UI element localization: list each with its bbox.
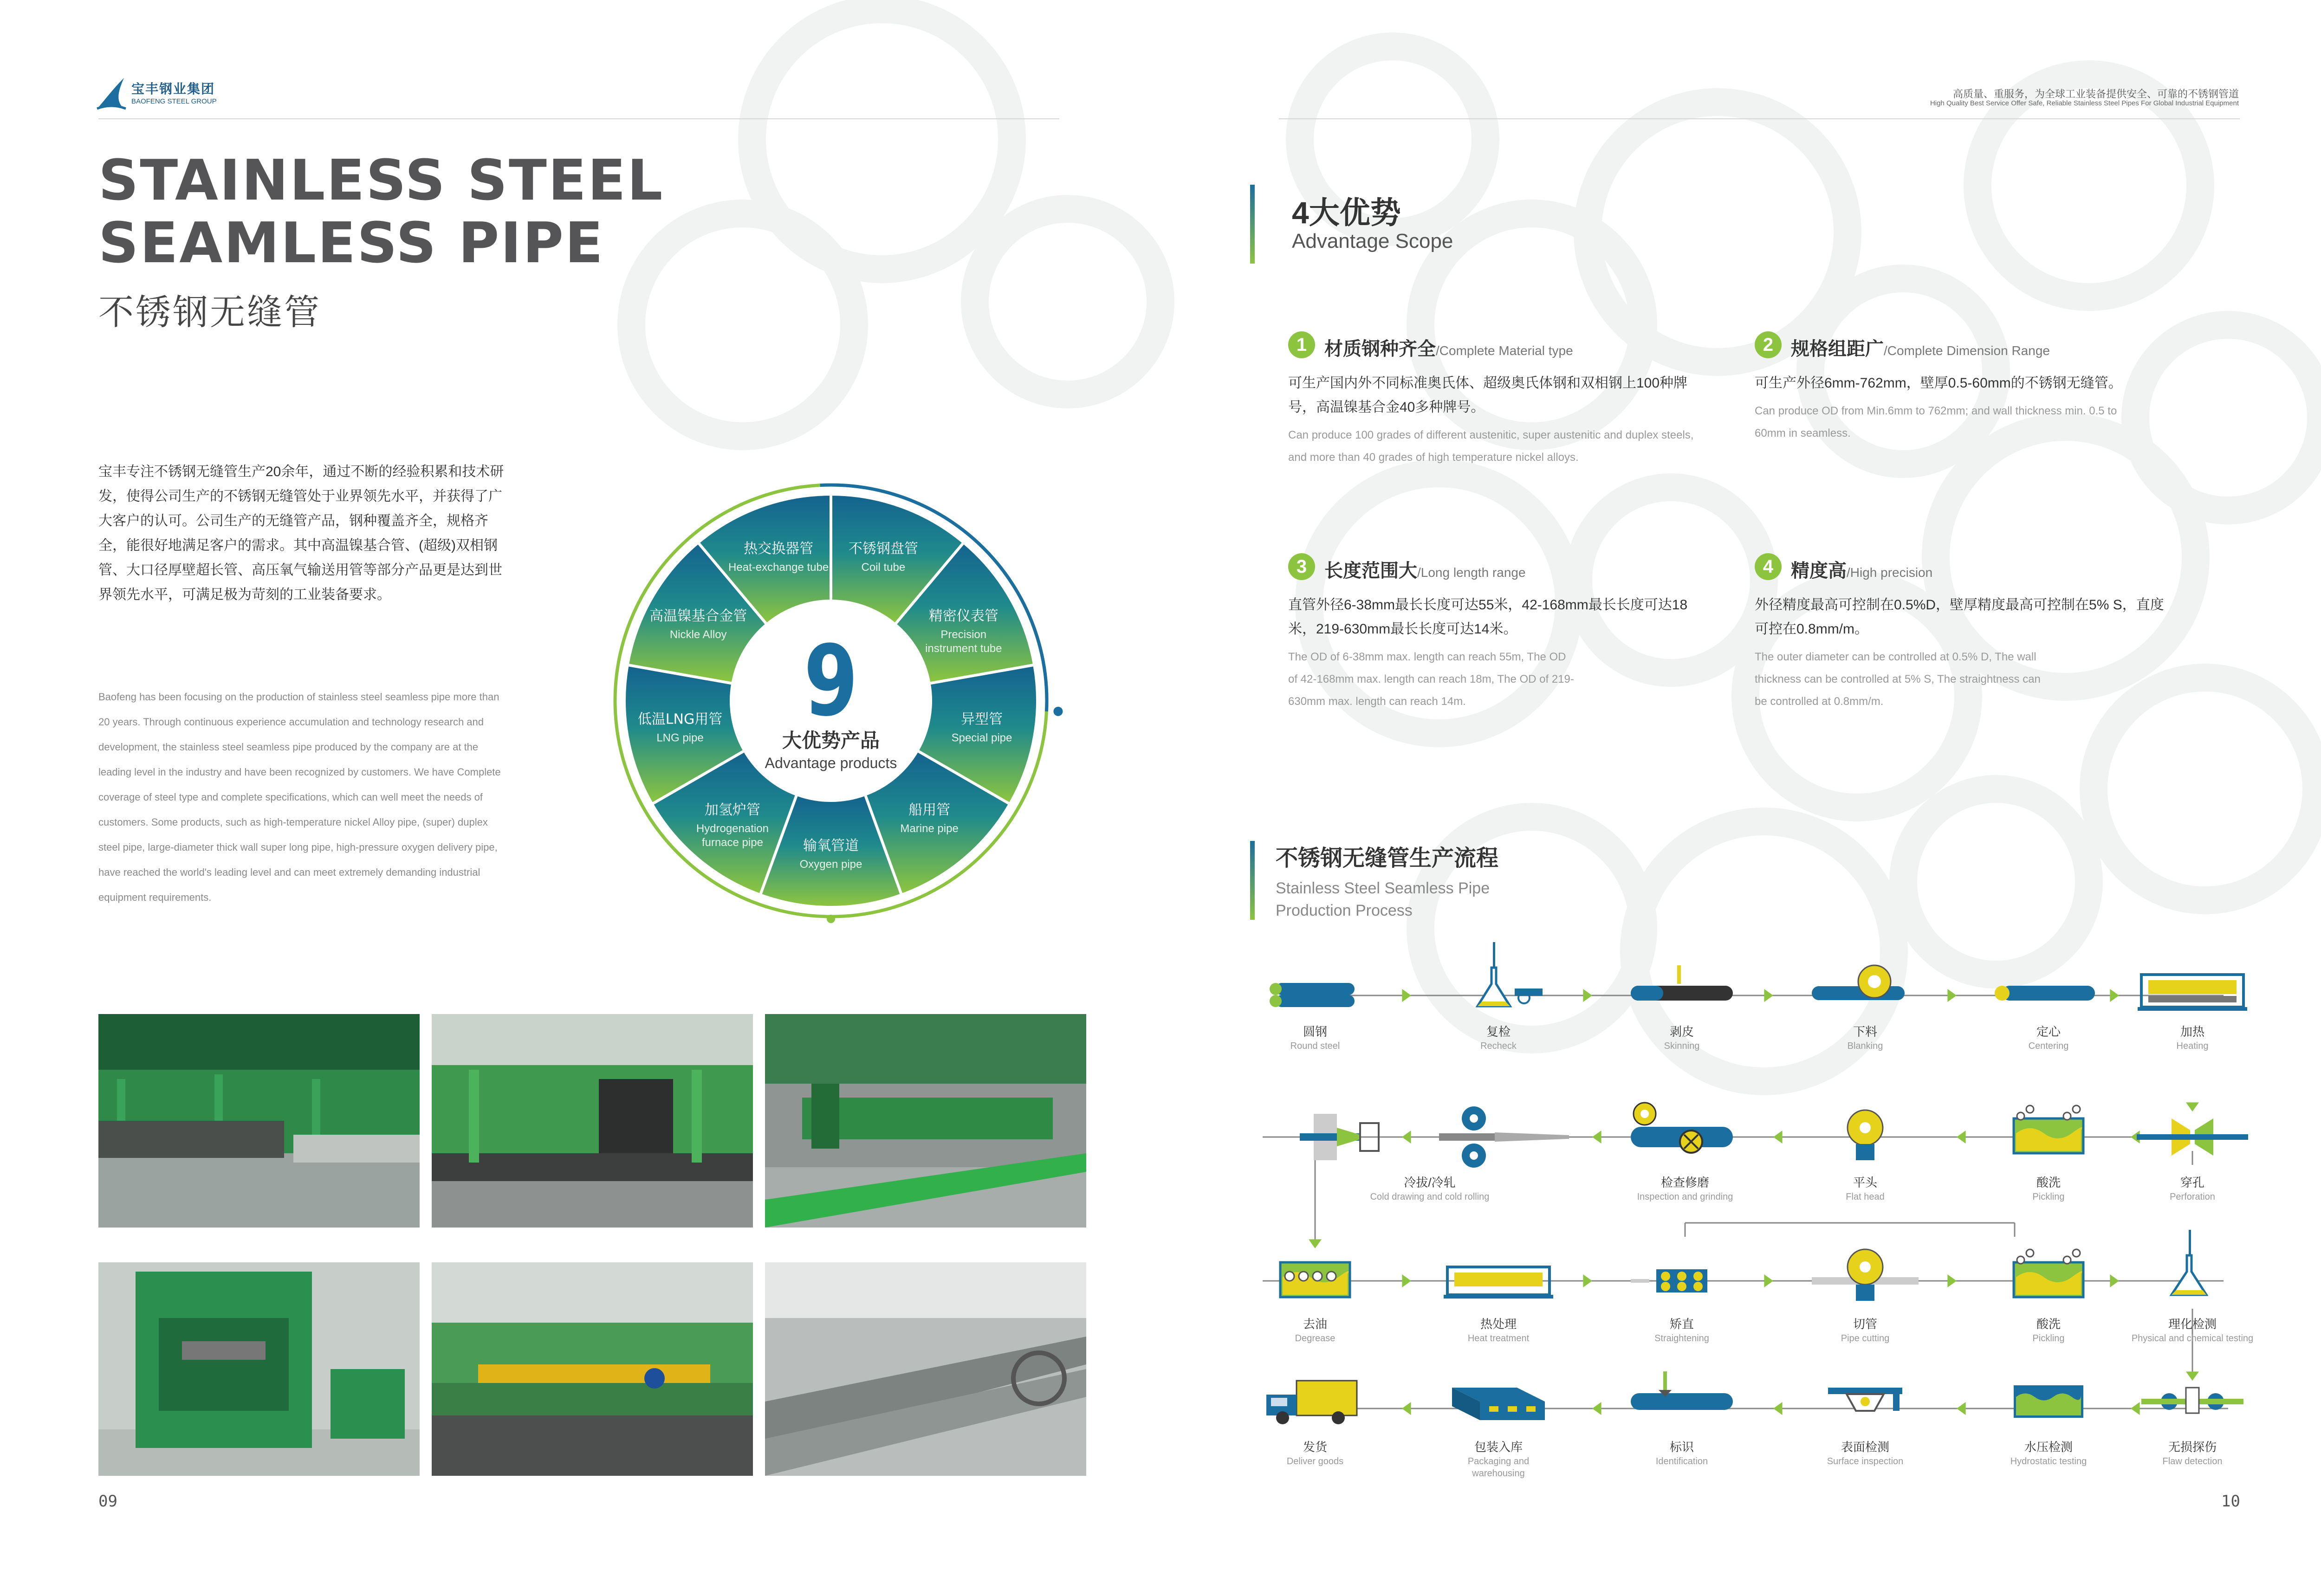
segment-label-en: Nickle Alloy <box>669 628 727 641</box>
round-steel-icon <box>1270 983 1355 1007</box>
process-step-label-cn: 矫直 <box>1669 1317 1694 1331</box>
advantage-section-title: 4大优势 <box>1292 195 1401 230</box>
page-number-left: 09 <box>98 1492 117 1511</box>
process-step-label-cn: 剥皮 <box>1669 1025 1694 1039</box>
process-step-label-cn: 酸洗 <box>2036 1176 2061 1189</box>
advantage-text-en: Can produce OD from Min.6mm to 762mm; and wall thickness min. 0.5 to 60mm in seamless. <box>1755 405 2117 439</box>
process-step-label-en: Blanking <box>1847 1041 1883 1051</box>
process-step-label-en: Surface inspection <box>1827 1456 1904 1467</box>
process-step-label-cn: 去油 <box>1303 1317 1327 1331</box>
process-step-label-cn: 切管 <box>1853 1317 1877 1331</box>
process-step <box>1429 1316 1568 1344</box>
segment-label-cn: 热交换器管 <box>744 540 814 557</box>
slogan-cn: 高质量、重服务，为全球工业装备提供安全、可靠的不锈钢管道 <box>1952 88 2239 100</box>
process-step <box>1615 1174 1755 1203</box>
truck-icon <box>1266 1381 1357 1424</box>
process-step-label-en: Pickling <box>2032 1192 2065 1202</box>
process-step <box>1612 1439 1751 1467</box>
flow-arrow <box>1309 1239 1322 1248</box>
flow-arrow <box>1947 989 1957 1002</box>
advantage-text-cn: 可生产外径6mm-762mm，壁厚0.5-60mm的不锈钢无缝管。 <box>1755 375 2122 391</box>
lab-test-icon <box>2172 1230 2206 1295</box>
page-number-right: 10 <box>2221 1492 2240 1511</box>
degrease-icon <box>1280 1262 1350 1297</box>
process-step-label-en: Centering <box>2028 1041 2069 1051</box>
process-step-label-en: Flat head <box>1846 1192 1885 1202</box>
flow-arrow <box>2186 1102 2199 1111</box>
advantage-title: 材质钢种齐全/Complete Material type <box>1324 339 1573 359</box>
process-step-label-cn: 表面检测 <box>1841 1440 1889 1454</box>
process-step <box>1796 1023 1935 1052</box>
slogan-en: High Quality Best Service Offer Safe, Reliable Stainless Steel Pipes For Global Industrial Equipment <box>1930 99 2239 107</box>
process-step <box>1612 1023 1751 1052</box>
pickling-icon <box>2014 1105 2083 1153</box>
logo-name-cn: 宝丰钢业集团 <box>131 82 215 96</box>
process-step-label-en: Heating <box>2176 1041 2209 1051</box>
recheck-icon <box>1478 942 1543 1006</box>
process-step <box>2123 1316 2262 1344</box>
segment-label-cn: 异型管 <box>960 711 1003 728</box>
process-step-label-cn: 加热 <box>2180 1025 2204 1039</box>
process-step-label-en: Pipe cutting <box>1841 1333 1890 1344</box>
process-step-label-cn: 理化检测 <box>2168 1317 2217 1331</box>
flow-arrow <box>1773 1131 1783 1144</box>
process-step <box>2123 1023 2262 1052</box>
flow-arrow <box>2110 1274 2119 1287</box>
straightening-icon <box>1631 1269 1707 1292</box>
segment-label-cn: 低温LNG用管 <box>637 711 723 728</box>
centering-icon <box>1995 986 2095 1001</box>
heating-icon <box>2138 975 2247 1011</box>
flat-head-icon <box>1848 1110 1883 1160</box>
process-step-label-cn: 酸洗 <box>2036 1317 2061 1331</box>
advantage-number-badge: 2 <box>1755 331 1782 358</box>
process-step-label-cn: 标识 <box>1669 1440 1694 1454</box>
identification-icon <box>1631 1371 1733 1410</box>
advantage-text-en: The OD of 6-38mm max. length can reach 55m, The OD of 42-168mm max. length can reach 18m, The OD of 219-630mm max. length can reach 14m. <box>1288 651 1574 708</box>
process-step-label-cn: 热处理 <box>1480 1317 1517 1331</box>
process-step-label-cn: 圆钢 <box>1303 1025 1327 1039</box>
center-number: 9 <box>804 624 858 738</box>
packaging-icon <box>1452 1388 1545 1420</box>
flow-arrow <box>1773 1402 1783 1415</box>
process-step <box>1796 1316 1935 1344</box>
process-step-label-cn: 复检 <box>1486 1025 1511 1039</box>
pipe-cutting-icon <box>1812 1249 1919 1301</box>
advantage-text-cn: 可生产国内外不同标准奥氏体、超级奥氏体钢和双相钢上100种牌号，高温镍基合金40多种牌号。 <box>1288 375 1688 415</box>
advantage-title: 规格组距广/Complete Dimension Range <box>1791 339 2050 359</box>
process-step-label-cn: 检查修磨 <box>1660 1176 1709 1189</box>
advantage-number-badge: 4 <box>1755 553 1782 580</box>
process-step-label-en: Degrease <box>1295 1333 1336 1344</box>
process-step <box>1796 1439 1935 1467</box>
flow-arrow <box>1402 989 1411 1002</box>
flow-arrow <box>1592 1131 1601 1144</box>
title-line-1: STAINLESS STEEL <box>98 149 664 213</box>
process-step-label-cn: 包装入库 <box>1474 1440 1523 1454</box>
process-step-label-en: Packaging and warehousing <box>1467 1456 1530 1479</box>
advantage-title: 长度范围大/Long length range <box>1324 561 1526 581</box>
process-step-label-en: Perforation <box>2170 1192 2215 1202</box>
process-step <box>1979 1023 2118 1052</box>
perforation-icon <box>2137 1118 2248 1156</box>
segment-label-en: Hydrogenation <box>696 822 769 835</box>
process-step-label-en: Hydrostatic testing <box>2010 1456 2087 1467</box>
process-step <box>2123 1439 2262 1467</box>
process-step-label-en: Recheck <box>1480 1041 1517 1051</box>
segment-label-en: Special pipe <box>951 731 1012 744</box>
center-label-cn: 大优势产品 <box>782 729 880 752</box>
flow-arrow <box>1764 1274 1773 1287</box>
segment-label-cn: 输氧管道 <box>803 838 859 854</box>
surface-inspection-icon <box>1828 1388 1902 1411</box>
process-step-label-en: Straightening <box>1654 1333 1709 1344</box>
flow-arrow <box>2131 1402 2140 1415</box>
flow-arrow <box>2186 1371 2199 1381</box>
blanking-icon <box>1812 965 1905 1000</box>
process-step-label-cn: 穿孔 <box>2180 1176 2204 1189</box>
process-step-label-en: Physical and chemical testing <box>2131 1333 2254 1344</box>
advantage-text-cn: 直管外径6-38mm最长长度可达55米，42-168mm最长长度可达18米，219-630mm最长长度可达14米。 <box>1288 597 1688 637</box>
process-step-label-en: Deliver goods <box>1286 1456 1344 1467</box>
skinning-icon <box>1631 965 1733 1001</box>
segment-label-en: LNG pipe <box>656 731 704 744</box>
advantage-title: 精度高/High precision <box>1791 561 1933 581</box>
intro-text-en: Baofeng has been focusing on the production of stainless steel seamless pipe more than 20 years. Through continuous experience accumulation and technology research and development, the stainless steel seamless pipe produced by the company are at the leading level in the industry and have been recognized by customers. We have Complete coverage of steel type and complete specifications, which can well meet the needs of customers. Some products, such as high-temperature nickel Alloy pipe, (super) duplex steel pipe, large-diameter thick wall super long pipe, high-pressure oxygen delivery pipe, have reached the world's leading level and can meet extremely demanding industrial equipment requirements. <box>98 691 501 903</box>
flow-arrow <box>1402 1131 1411 1144</box>
advantage-section-subtitle: Advantage Scope <box>1292 230 1453 252</box>
process-step <box>1245 1023 1385 1052</box>
logo-name-en: BAOFENG STEEL GROUP <box>131 97 217 105</box>
center-label-en: Advantage products <box>765 755 897 771</box>
process-step <box>1612 1316 1751 1344</box>
flow-arrow <box>1402 1274 1411 1287</box>
advantage-text-cn: 外径精度最高可控制在0.5%D，壁厚精度最高可控制在5% S，直度可控在0.8mm/m。 <box>1755 597 2164 637</box>
segment-label-en: Heat-exchange tube <box>728 561 829 574</box>
process-step <box>2123 1174 2262 1203</box>
process-step-label-cn: 定心 <box>2036 1025 2061 1039</box>
flow-arrow <box>1592 1402 1601 1415</box>
hydrostatic-icon <box>2014 1385 2083 1418</box>
flow-arrow <box>1402 1402 1411 1415</box>
process-step-label-en: Identification <box>1655 1456 1708 1467</box>
process-step <box>1979 1316 2118 1344</box>
advantage-text-en: The outer diameter can be controlled at 0.5% D, The wall thickness can be controlled at 5% S, The straightness can be controlled at 0.8mm/m. <box>1755 651 2041 708</box>
process-step-label-en: Skinning <box>1664 1041 1700 1051</box>
process-step <box>1360 1174 1499 1203</box>
pickling-icon <box>2014 1249 2083 1297</box>
intro-text-cn: 宝丰专注不锈钢无缝管生产20余年，通过不断的经验积累和技术研发，使得公司生产的不锈钢无缝管处于业界领先水平，并获得了广大客户的认可。公司生产的无缝管产品，钢种覆盖齐全，规格齐全，能很好地满足客户的需求。其中高温镍基合管、(超级)双相钢管、大口径厚壁超长管、高压氧气输送用管等部分产品更是达到世界领先水平，可满足极为苛刻的工业装备要求。 <box>98 464 504 602</box>
process-step-label-en: Heat treatment <box>1467 1333 1530 1344</box>
process-step-label-en: Flaw detection <box>2162 1456 2223 1467</box>
process-step-label-cn: 无损探伤 <box>2168 1440 2217 1454</box>
flow-arrow <box>2110 989 2119 1002</box>
title-line-2: SEAMLESS PIPE <box>98 211 604 276</box>
heat-treatment-icon <box>1444 1267 1553 1299</box>
cold-drawing-icon <box>1439 1106 1569 1168</box>
process-step <box>1245 1316 1385 1344</box>
process-step <box>1429 1439 1568 1480</box>
segment-label-cn: 船用管 <box>908 801 951 818</box>
segment-label-cn: 高温镍基合金管 <box>649 608 747 624</box>
flow-arrow <box>1583 989 1592 1002</box>
process-step <box>1979 1174 2118 1203</box>
advantage-text-en: Can produce 100 grades of different austenitic, super austenitic and duplex steels, and more than 40 grades of high temperature nickel alloys. <box>1288 429 1694 464</box>
flow-arrow <box>1957 1402 1966 1415</box>
segment-label-en: Marine pipe <box>900 822 959 835</box>
process-subtitle: Stainless Steel Seamless Pipe Production Process <box>1276 879 1490 919</box>
process-step-label-en: Inspection and grinding <box>1637 1192 1733 1202</box>
flow-arrow <box>1947 1274 1957 1287</box>
advantage-number-badge: 3 <box>1288 553 1315 580</box>
segment-label-cn: 不锈钢盘管 <box>848 540 918 557</box>
flow-arrow <box>1764 989 1773 1002</box>
inspection-icon <box>1631 1103 1733 1153</box>
process-step-label-cn: 发货 <box>1303 1440 1327 1454</box>
advantage-number-badge: 1 <box>1288 331 1315 358</box>
flaw-detection-icon <box>2141 1388 2243 1413</box>
flow-arrow <box>1957 1131 1966 1144</box>
segment-label-en: Precision <box>940 628 987 641</box>
process-step-label-cn: 冷拔/冷轧 <box>1404 1176 1456 1189</box>
process-step-label-cn: 下料 <box>1853 1025 1877 1039</box>
title-cn: 不锈钢无缝管 <box>98 293 321 332</box>
process-step <box>1796 1174 1935 1203</box>
process-step <box>1245 1439 1385 1467</box>
segment-label-en: Coil tube <box>861 561 906 574</box>
segment-label-cn: 精密仪表管 <box>928 608 998 624</box>
segment-label-en: instrument tube <box>925 642 1002 655</box>
process-step <box>1979 1439 2118 1467</box>
process-step-label-en: Pickling <box>2032 1333 2065 1344</box>
process-step-label-en: Round steel <box>1290 1041 1340 1051</box>
segment-label-en: furnace pipe <box>701 836 763 849</box>
process-step <box>1429 1023 1568 1052</box>
process-step-label-cn: 水压检测 <box>2024 1440 2073 1454</box>
process-step-label-en: Cold drawing and cold rolling <box>1370 1192 1490 1202</box>
segment-label-cn: 加氢炉管 <box>704 801 760 818</box>
segment-label-en: Oxygen pipe <box>799 858 862 871</box>
process-title: 不锈钢无缝管生产流程 <box>1276 846 1499 871</box>
flow-arrow <box>1583 1274 1592 1287</box>
process-step-label-cn: 平头 <box>1853 1176 1877 1189</box>
